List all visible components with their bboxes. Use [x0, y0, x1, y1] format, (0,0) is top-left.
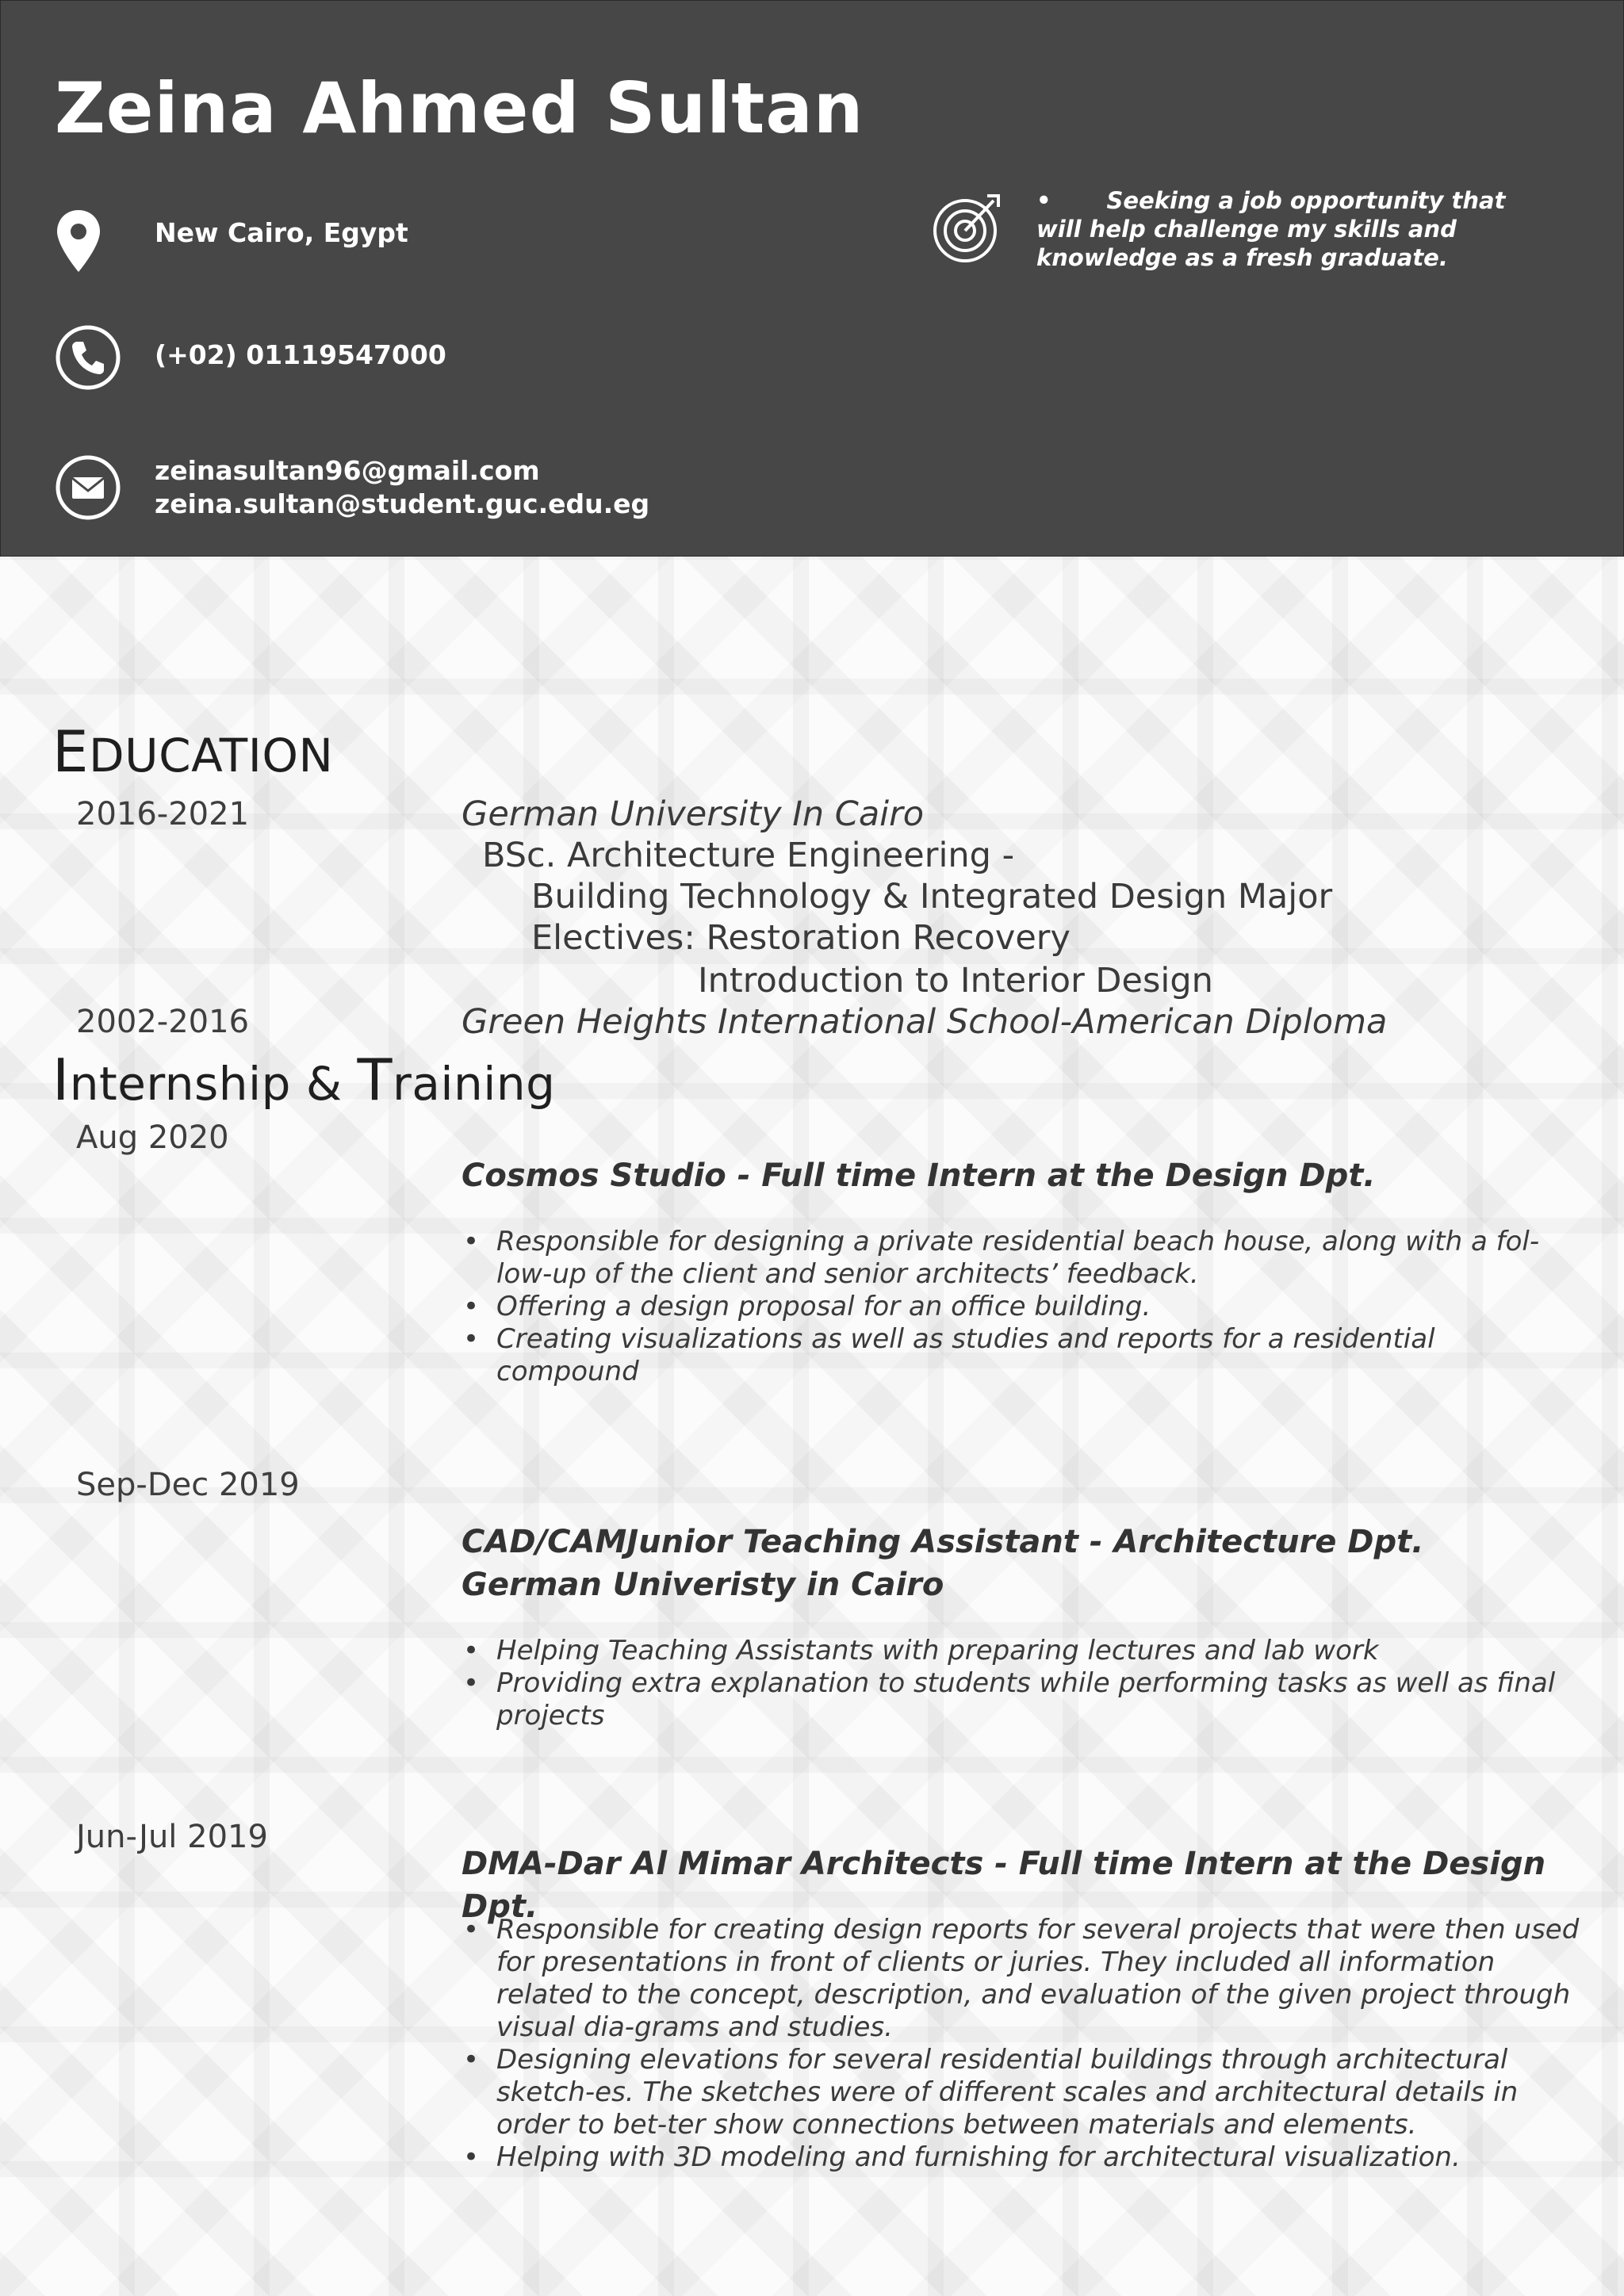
email-text-2: zeina.sultan@student.guc.edu.eg: [155, 488, 650, 519]
internship-role-1: Cosmos Studio - Full time Intern at the Design Dpt.: [462, 1158, 1376, 1194]
list-item: • Helping Teaching Assistants with preparing lectures and lab work: [462, 1635, 1580, 1667]
internship-bullets-3: [462, 1914, 1580, 2174]
education-electives-1: Electives: Restoration Recovery: [531, 918, 1071, 958]
education-date-2: 2002-2016: [76, 1004, 250, 1040]
email-text-1: zeinasultan96@gmail.com: [155, 455, 540, 486]
internship-date-2: Sep-Dec 2019: [76, 1467, 300, 1503]
list-item: • Providing extra explanation to students while performing tasks as well as final projects: [462, 1667, 1580, 1732]
internship-role-2: CAD/CAMJunior Teaching Assistant - Architecture Dpt. German Univeristy in Cairo: [462, 1524, 1424, 1603]
objective-text: [1036, 186, 1544, 272]
email-icon: [55, 454, 121, 524]
list-item: • Offering a design proposal for an office building.: [462, 1291, 1580, 1323]
internship-date-3: Jun-Jul 2019: [76, 1819, 268, 1855]
education-major: Building Technology & Integrated Design Major: [531, 877, 1333, 916]
internship-heading: Internship & Training: [52, 1047, 556, 1113]
education-heading: EDUCATION: [52, 718, 334, 785]
candidate-name: Zeina Ahmed Sultan: [55, 67, 864, 149]
education-school-1: German University In Cairo: [462, 794, 925, 834]
education-date-1: 2016-2021: [76, 796, 250, 832]
location-text: New Cairo, Egypt: [155, 217, 408, 248]
education-electives-2: Introduction to Interior Design: [698, 961, 1213, 1001]
list-item: • Responsible for designing a private residential beach house, along with a fol-low-up of the client and senior architects’ feedback.: [462, 1226, 1580, 1291]
education-degree: BSc. Architecture Engineering -: [482, 836, 1015, 875]
internship-date-1: Aug 2020: [76, 1119, 229, 1156]
internship-bullets-1: [462, 1226, 1580, 1388]
objective-bullet: •: [1036, 187, 1051, 214]
phone-text: (+02) 01119547000: [155, 339, 446, 370]
internship-bullets-2: [462, 1635, 1580, 1732]
header-banner: [0, 0, 1624, 557]
location-pin-icon: [55, 209, 102, 278]
phone-icon: [55, 324, 121, 394]
list-item: • Designing elevations for several residential buildings through architectural sketch-es. The sketches were of different scales and architectural details in order to bet-ter show connections between materials and elements.: [462, 2044, 1580, 2141]
list-item: • Creating visualizations as well as studies and reports for a residential compound: [462, 1323, 1580, 1388]
education-school-2: Green Heights International School-American Diploma: [462, 1002, 1388, 1042]
list-item: • Responsible for creating design reports for several projects that were then used for presentations in front of clients or juries. They included all information related to the concept, description, and evaluation of the given project through visual dia-grams and studies.: [462, 1914, 1580, 2044]
list-item: • Helping with 3D modeling and furnishing for architectural visualization.: [462, 2141, 1580, 2174]
objective-body: Seeking a job opportunity that will help challenge my skills and knowledge as a fresh graduate.: [1036, 187, 1506, 271]
internship-role-3: DMA-Dar Al Mimar Architects - Full time Intern at the Design Dpt.: [462, 1846, 1546, 1925]
target-icon: [930, 191, 1003, 267]
